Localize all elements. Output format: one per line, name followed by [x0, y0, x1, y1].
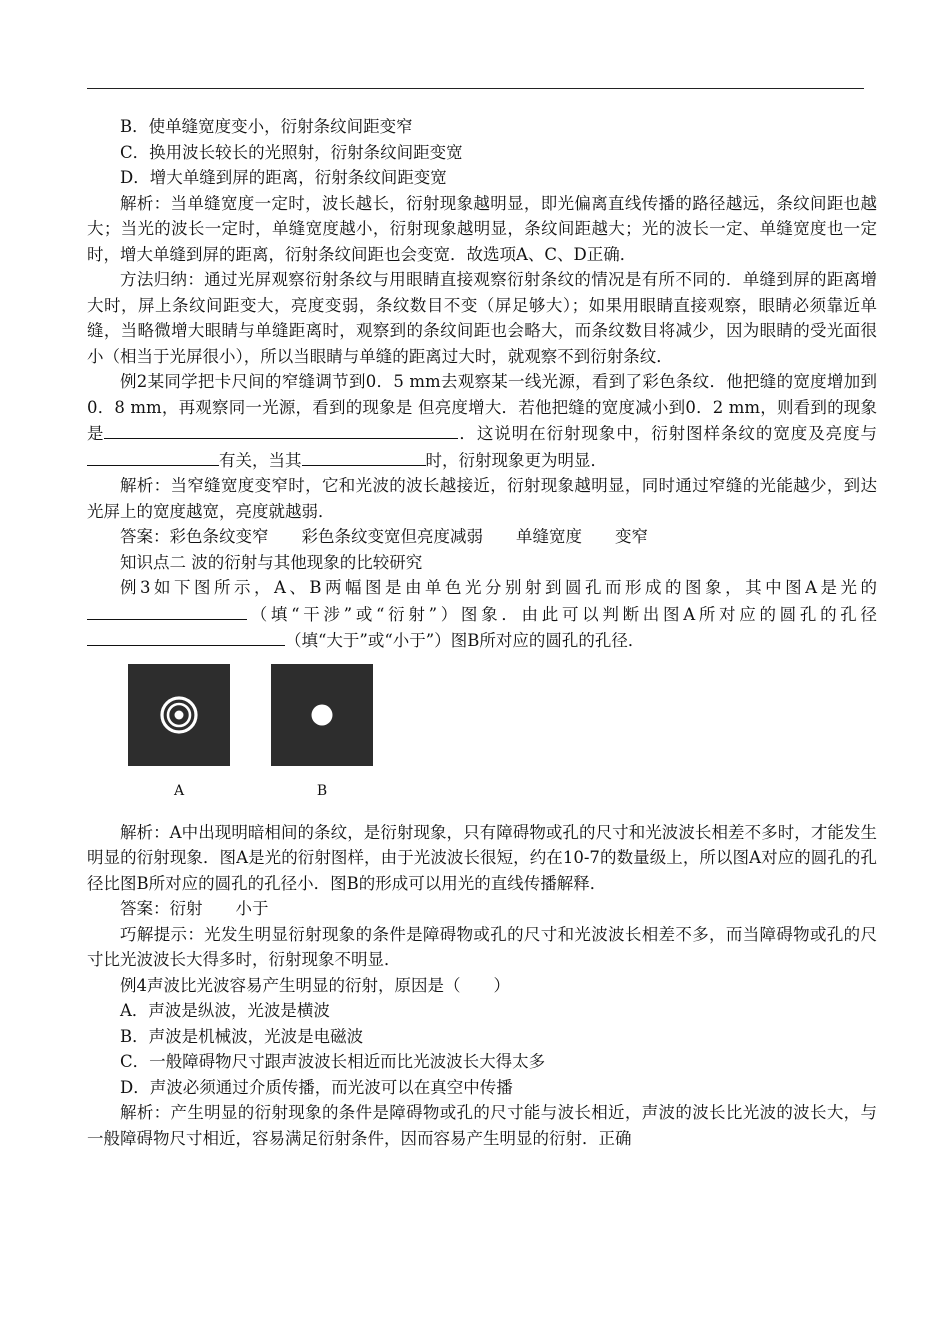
solution-tip: 巧解提示：光发生明显衍射现象的条件是障碍物或孔的尺寸和光波波长相差不多，而当障碍物或孔的尺寸比光波波长大得多时，衍射现象不明显．	[87, 924, 877, 969]
document-body	[87, 114, 877, 1151]
answer-3-label: 答案：	[120, 899, 170, 918]
answer-2	[87, 524, 877, 550]
answer-2-item: 变窄	[615, 527, 648, 546]
option-c: C．换用波长较长的光照射，衍射条纹间距变宽	[120, 142, 463, 162]
answer-3-item: 小于	[235, 899, 269, 918]
analysis-4: 解析：产生明显的衍射现象的条件是障碍物或孔的尺寸能与波长相近，声波的波长比光波的波长大，与一般障碍物尺寸相近，容易满足衍射条件，因而容易产生明显的衍射．正确	[87, 1103, 877, 1148]
figure-b-label: B	[316, 782, 328, 799]
option-b: B．使单缝宽度变小，衍射条纹间距变窄	[120, 117, 413, 136]
answer-blank-5[interactable]	[87, 627, 285, 646]
analysis-3: 解析：A中出现明暗相间的条纹，是衍射现象，只有障碍物或孔的尺寸和光波波长相差不多时，才能发生明显的衍射现象．图A是光的衍射图样，由于光波波长很短，约在10-7的数量级上，所以图A对应的圆孔的孔径比图B所对应的圆孔的孔径小．图B的形成可以用光的直线传播解释．	[87, 822, 877, 893]
option-4c: C．一般障碍物尺寸跟声波波长相近而比光波波长大得太多	[120, 1052, 546, 1071]
example-4: 例4声波比光波容易产生明显的衍射，原因是（ ）	[120, 975, 510, 995]
answer-2-item: 单缝宽度	[516, 527, 582, 546]
option-4a: A．声波是纵波，光波是横波	[120, 1001, 330, 1020]
figure-a-diffraction-rings	[128, 664, 230, 766]
example-2-text-b: ．这说明在衍射现象中，衍射图样条纹的宽度及亮度与	[458, 424, 878, 443]
option-d: D．增大单缝到屏的距离，衍射条纹间距变宽	[120, 168, 447, 187]
example-2-text-c: 有关，当其	[219, 450, 302, 470]
example-2-text-a: 例2某同学把卡尺间的窄缝调节到0．5 mm去观察某一线光源，看到了彩色条纹．他把缝的宽度增加到0．8 mm，再观察同一光源，看到的现象是 但亮度增大．若他把缝的宽度减小到0．2 mm，则看到的现象是	[87, 372, 877, 443]
figure-a-label: A	[173, 782, 185, 799]
example-3-text-b: （填“干涉”或“衍射”）图象．由此可以判断出图A所对应的圆孔的孔径	[247, 604, 877, 624]
answer-blank-3[interactable]	[302, 447, 426, 466]
answer-3-item: 衍射	[169, 899, 203, 918]
answer-3	[87, 896, 877, 922]
option-4d: D．声波必须通过介质传播，而光波可以在真空中传播	[120, 1077, 513, 1097]
answer-blank-4[interactable]	[87, 601, 247, 620]
answer-2-item: 彩色条纹变窄	[169, 527, 269, 546]
example-3-text-a: 例3如下图所示，A、B两幅图是由单色光分别射到圆孔而形成的图象，其中图A是光的	[120, 578, 877, 597]
analysis-1: 解析：当单缝宽度一定时，波长越长，衍射现象越明显，即光偏离直线传播的路径越远，条纹间距也越大；当光的波长一定时，单缝宽度越小，衍射现象越明显，条纹间距越大；光的波长一定、单缝宽度也一定时，增大单缝到屏的距离，衍射条纹间距也会变宽．故选项A、C、D正确．	[87, 193, 877, 264]
answer-blank-2[interactable]	[87, 447, 219, 466]
answer-blank-1[interactable]	[104, 420, 458, 439]
knowledge-point-2: 知识点二 波的衍射与其他现象的比较研究	[120, 552, 423, 572]
diffraction-figures	[87, 664, 877, 814]
method-summary: 方法归纳：通过光屏观察衍射条纹与用眼睛直接观察衍射条纹的情况是有所不同的．单缝到屏的距离增大时，屏上条纹间距变大，亮度变弱，条纹数目不变（屏足够大）；如果用眼睛直接观察，眼睛必须靠近单缝，当略微增大眼睛与单缝距离时，观察到的条纹间距也会略大，而条纹数目将减少，因为眼睛的受光面很小（相当于光屏很小），所以当眼睛与单缝的距离过大时，就观察不到衍射条纹．	[87, 270, 877, 366]
answer-2-label: 答案：	[120, 527, 170, 546]
analysis-2: 解析：当窄缝宽度变窄时，它和光波的波长越接近，衍射现象越明显，同时通过窄缝的光能越少，到达光屏上的宽度越宽，亮度就越弱．	[87, 476, 877, 521]
option-4b: B．声波是机械波，光波是电磁波	[120, 1026, 364, 1046]
example-2-text-d: 时，衍射现象更为明显．	[425, 450, 607, 470]
header-rule	[87, 88, 864, 89]
ring-pattern-icon	[128, 664, 230, 766]
example-3	[87, 575, 877, 654]
light-spot-icon	[271, 664, 373, 766]
figure-b-light-spot	[271, 664, 373, 766]
example-3-text-c: （填“大于”或“小于”）图B所对应的圆孔的孔径．	[285, 631, 645, 650]
answer-2-item: 彩色条纹变宽但亮度减弱	[301, 527, 483, 546]
example-2	[87, 369, 877, 473]
